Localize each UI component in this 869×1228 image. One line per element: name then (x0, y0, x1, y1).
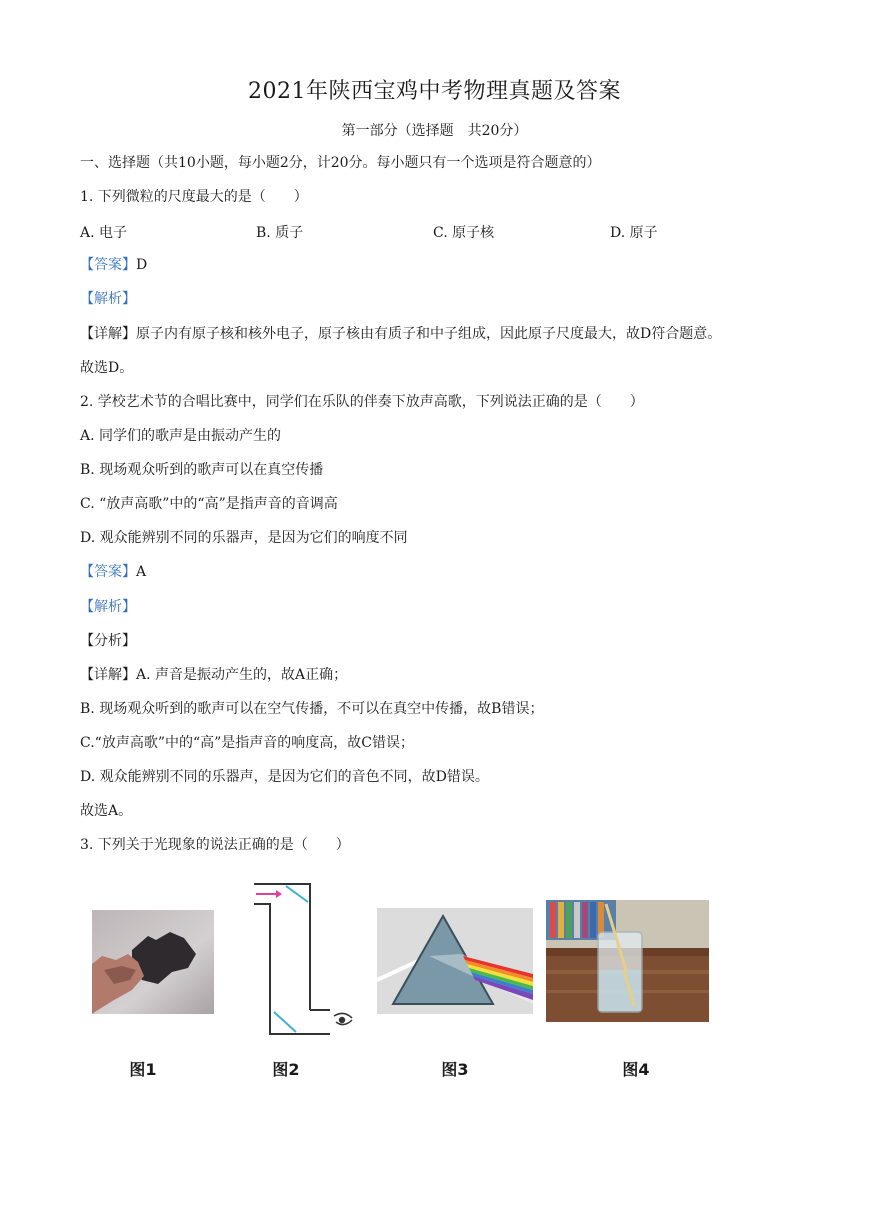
q2-analysis-tag: 【解析】 (80, 599, 136, 615)
figure-2-caption: 图2 (272, 1060, 300, 1079)
q2-detail-a (80, 666, 347, 684)
q1-stem: 1. 下列微粒的尺度最大的是（ ） (80, 189, 308, 205)
q1-option-c: C. 原子核 (433, 225, 495, 241)
q1-answer (80, 256, 147, 274)
figure-1-caption: 图1 (129, 1060, 157, 1079)
q1-option-d: D. 原子 (610, 225, 658, 241)
answer-tag: 【答案】 (80, 564, 136, 580)
figure-2-periscope-diagram (250, 882, 358, 1040)
detail-tag: 【详解】 (80, 667, 136, 683)
q1-conclusion: 故选D。 (80, 360, 134, 376)
figure-3-caption: 图3 (441, 1060, 469, 1079)
page-title: 2021年陕西宝鸡中考物理真题及答案 (248, 79, 621, 104)
figure-1-hand-shadow-image (92, 910, 214, 1014)
q2-detail-d: D. 观众能辨别不同的乐器声，是因为它们的音色不同，故D错误。 (80, 769, 489, 785)
detail-tag: 【详解】 (80, 326, 136, 342)
q2-stem: 2. 学校艺术节的合唱比赛中，同学们在乐队的伴奏下放声高歌，下列说法正确的是（ ） (80, 394, 644, 410)
figure-3-prism-dispersion-diagram (377, 908, 533, 1014)
q2-answer (80, 563, 146, 581)
detail-text: 原子内有原子核和核外电子，原子核由有质子和中子组成，因此原子尺度最大，故D符合题意。 (136, 326, 722, 342)
q2-option-d: D. 观众能辨别不同的乐器声，是因为它们的响度不同 (80, 530, 408, 546)
q2-option-a: A. 同学们的歌声是由振动产生的 (80, 428, 282, 444)
answer-value: A (136, 564, 147, 580)
figure-4-caption: 图4 (622, 1060, 650, 1079)
q2-option-b: B. 现场观众听到的歌声可以在真空传播 (80, 462, 324, 478)
figure-4-straw-in-water-image (546, 900, 709, 1022)
answer-tag: 【答案】 (80, 257, 136, 273)
q1-option-a: A. 电子 (80, 225, 128, 241)
q2-conclusion: 故选A。 (80, 803, 133, 819)
q3-stem: 3. 下列关于光现象的说法正确的是（ ） (80, 837, 350, 853)
q1-analysis-tag: 【解析】 (80, 291, 136, 307)
q2-detail-b: B. 现场观众听到的歌声可以在空气传播，不可以在真空中传播，故B错误； (80, 701, 544, 717)
section-heading: 第一部分（选择题 共20分） (341, 123, 528, 139)
instruction: 一、选择题（共10小题，每小题2分，计20分。每小题只有一个选项是符合题意的） (80, 155, 601, 171)
q2-fenxi-tag: 【分析】 (80, 633, 136, 649)
q2-detail-c: C.“放声高歌”中的“高”是指声音的响度高，故C错误； (80, 735, 415, 751)
q1-detail (80, 325, 721, 343)
detail-text: A. 声音是振动产生的，故A正确； (136, 667, 348, 683)
q2-option-c: C. “放声高歌”中的“高”是指声音的音调高 (80, 496, 338, 512)
q1-option-b: B. 质子 (256, 225, 304, 241)
answer-value: D (136, 257, 148, 273)
